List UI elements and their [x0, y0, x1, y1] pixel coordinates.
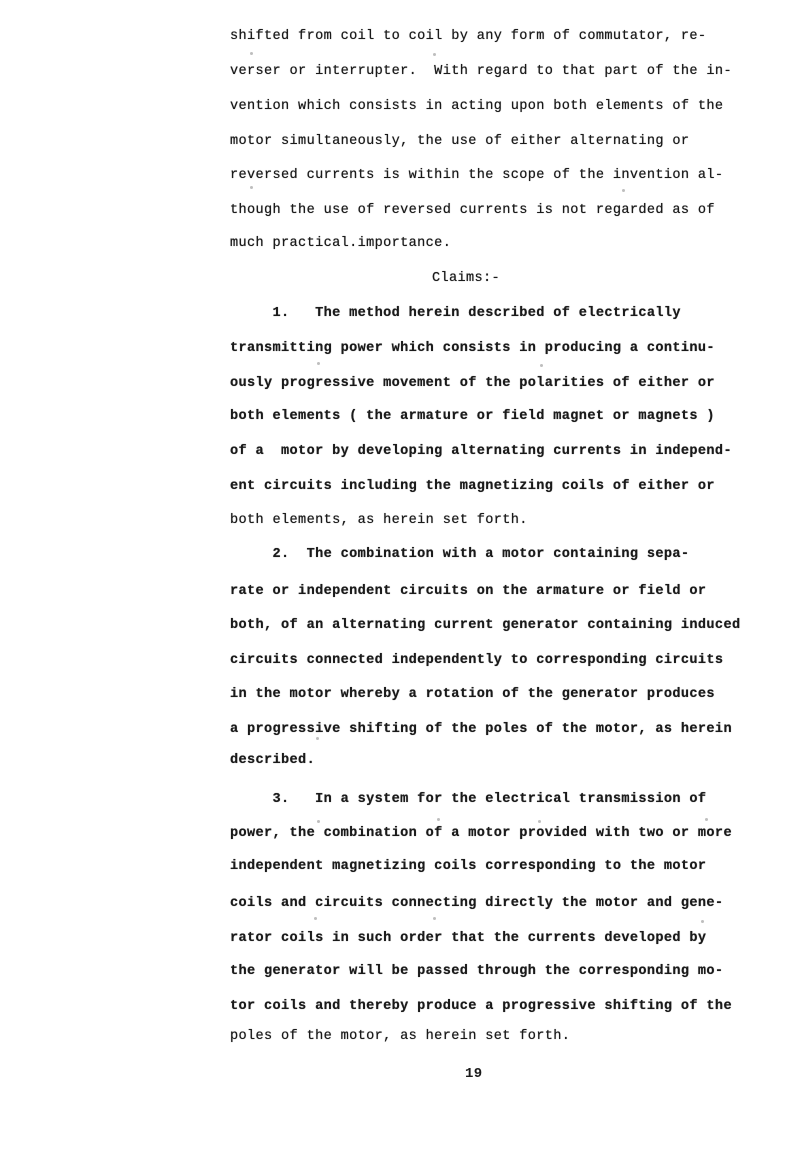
text-line: though the use of reversed currents is not regarded as of — [230, 203, 715, 218]
text-line: motor simultaneously, the use of either alternating or — [230, 134, 690, 149]
claim-3-line: 3. In a system for the electrical transmission of — [230, 792, 707, 807]
claim-3-line: independent magnetizing coils corresponding to the motor — [230, 859, 707, 874]
claim-2-line: 2. The combination with a motor containing sepa- — [230, 547, 690, 562]
claim-2-line: in the motor whereby a rotation of the generator produces — [230, 687, 715, 702]
scan-speck — [433, 917, 436, 920]
claim-1-line: ent circuits including the magnetizing coils of either or — [230, 479, 715, 494]
scan-speck — [538, 820, 541, 823]
claim-3-line: power, the combination of a motor provided with two or more — [230, 826, 732, 841]
scan-speck — [317, 362, 320, 365]
claim-2-line: both, of an alternating current generator containing induced — [230, 618, 741, 633]
claim-2-line: circuits connected independently to corresponding circuits — [230, 653, 724, 668]
text-line: vention which consists in acting upon both elements of the — [230, 99, 724, 114]
scan-speck — [701, 920, 704, 923]
claim-1-line: both elements ( the armature or field magnet or magnets ) — [230, 409, 715, 424]
scan-speck — [314, 917, 317, 920]
text-line: verser or interrupter. With regard to that part of the in- — [230, 64, 732, 79]
claim-1-line: of a motor by developing alternating currents in independ- — [230, 444, 732, 459]
claim-1-line: ously progressive movement of the polarities of either or — [230, 376, 715, 391]
scan-speck — [317, 820, 320, 823]
claim-1-line: 1. The method herein described of electrically — [230, 306, 681, 321]
claim-3-line: rator coils in such order that the currents developed by — [230, 931, 707, 946]
text-line: shifted from coil to coil by any form of commutator, re- — [230, 29, 707, 44]
page-number: 19 — [465, 1066, 483, 1082]
scan-speck — [437, 818, 440, 821]
claim-2-line: rate or independent circuits on the armature or field or — [230, 584, 707, 599]
scan-speck — [622, 189, 625, 192]
scan-speck — [250, 186, 253, 189]
claim-3-line: coils and circuits connecting directly the motor and gene- — [230, 896, 724, 911]
claim-3-line: the generator will be passed through the corresponding mo- — [230, 964, 724, 979]
scan-speck — [705, 818, 708, 821]
claims-heading: Claims:- — [432, 271, 501, 286]
claim-3-line: tor coils and thereby produce a progressive shifting of the — [230, 999, 732, 1014]
scan-speck — [316, 737, 319, 740]
claim-2-line: a progressive shifting of the poles of the motor, as herein — [230, 722, 732, 737]
claim-1-line: both elements, as herein set forth. — [230, 513, 528, 528]
scan-speck — [250, 52, 253, 55]
scan-speck — [433, 53, 436, 56]
scan-speck — [540, 364, 543, 367]
claim-3-line: poles of the motor, as herein set forth. — [230, 1029, 571, 1044]
text-line: reversed currents is within the scope of the invention al- — [230, 168, 724, 183]
claim-1-line: transmitting power which consists in producing a continu- — [230, 341, 715, 356]
text-line: much practical.importance. — [230, 236, 452, 251]
claim-2-line: described. — [230, 753, 316, 768]
